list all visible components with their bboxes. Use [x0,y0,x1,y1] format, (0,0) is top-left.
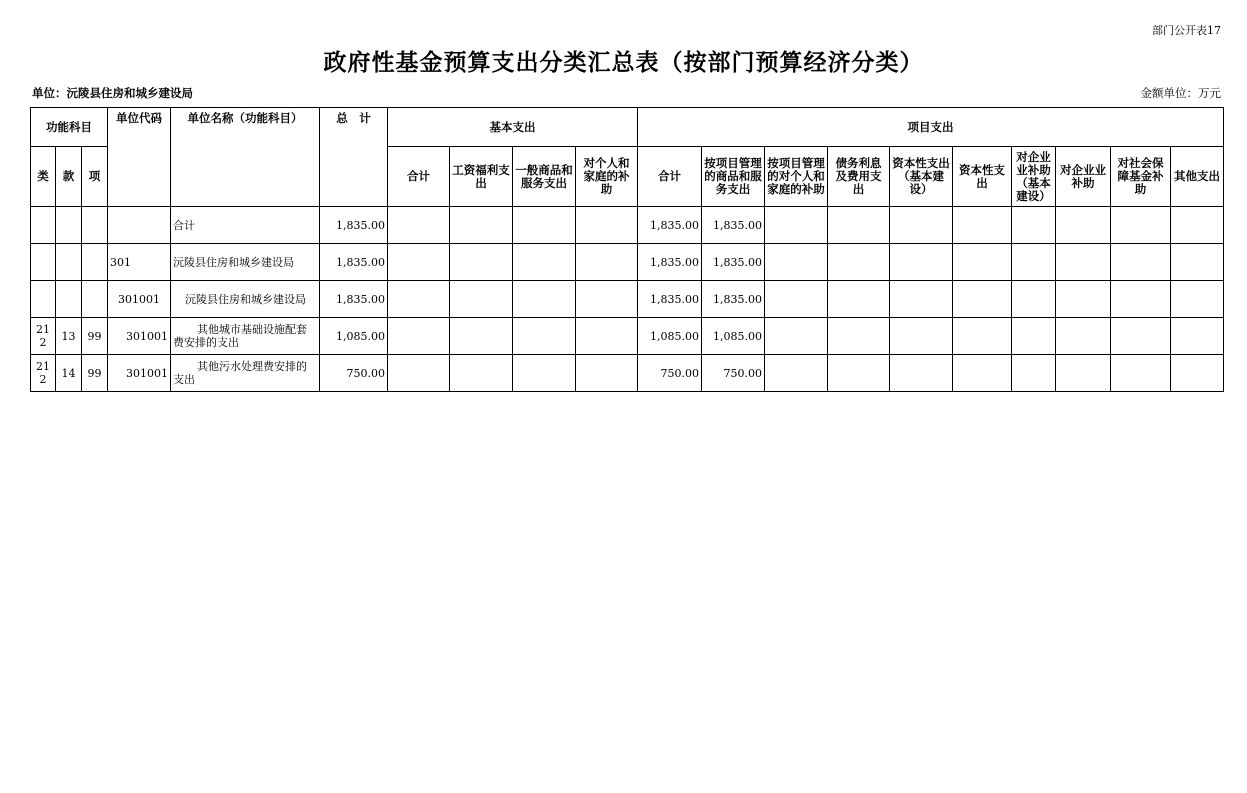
cell-basic-family [576,207,638,244]
cell-empty [1056,207,1111,244]
cell-empty [765,244,828,281]
cell-basic-wage [450,207,513,244]
cell-empty [1171,244,1224,281]
cell-empty [953,244,1012,281]
cell-total: 1,085.00 [320,318,388,355]
cell-kuan: 13 [56,318,82,355]
header-unit-name: 单位名称（功能科目） [171,108,320,207]
table-row [31,281,1224,318]
cell-empty [1012,281,1056,318]
cell-empty [1171,207,1224,244]
cell-empty [1012,318,1056,355]
header-unit-code: 单位代码 [108,108,171,207]
cell-empty [890,318,953,355]
cell-empty [890,355,953,392]
cell-basic-wage [450,244,513,281]
table-row [31,318,1224,355]
cell-xiang [82,281,108,318]
cell-basic-goods [513,207,576,244]
header-project-col: 债务利息及费用支出 [828,147,890,207]
cell-empty [1012,207,1056,244]
cell-empty [890,281,953,318]
cell-empty [828,355,890,392]
cell-basic-family [576,318,638,355]
cell-lei: 212 [31,355,56,392]
page-title: 政府性基金预算支出分类汇总表（按部门预算经济分类） [323,50,924,76]
cell-project-goods: 1,835.00 [702,244,765,281]
cell-code: 301001 [108,355,171,392]
cell-basic-wage [450,318,513,355]
cell-xiang: 99 [82,318,108,355]
cell-total: 1,835.00 [320,207,388,244]
header-xiang: 项 [82,147,108,207]
header-basic-col: 一般商品和服务支出 [513,147,576,207]
cell-basic-goods [513,318,576,355]
header-project-col: 按项目管理的对个人和家庭的补助 [765,147,828,207]
cell-basic-sum [388,207,450,244]
cell-basic-family [576,244,638,281]
header-basic-col: 对个人和家庭的补助 [576,147,638,207]
cell-kuan [56,281,82,318]
cell-empty [1056,355,1111,392]
cell-basic-wage [450,355,513,392]
cell-empty [1111,244,1171,281]
cell-lei [31,244,56,281]
cell-empty [1111,355,1171,392]
cell-project-sum: 750.00 [638,355,702,392]
cell-empty [1056,244,1111,281]
cell-total: 1,835.00 [320,281,388,318]
header-project-col: 其他支出 [1171,147,1224,207]
cell-total: 750.00 [320,355,388,392]
cell-basic-goods [513,281,576,318]
cell-empty [1056,281,1111,318]
table-row [31,355,1224,392]
cell-basic-sum [388,281,450,318]
cell-code: 301 [108,244,171,281]
cell-empty [1111,207,1171,244]
cell-empty [1056,318,1111,355]
cell-xiang [82,207,108,244]
cell-empty [1171,318,1224,355]
table-number: 部门公开表17 [1152,24,1221,37]
header-lei: 类 [31,147,56,207]
header-project-col: 对社会保障基金补助 [1111,147,1171,207]
header-kuan: 款 [56,147,82,207]
cell-basic-wage [450,281,513,318]
cell-basic-goods [513,355,576,392]
cell-name: 合计 [171,207,320,244]
cell-lei [31,281,56,318]
table-row [31,244,1224,281]
cell-empty [828,244,890,281]
cell-empty [1012,244,1056,281]
cell-empty [1111,318,1171,355]
cell-empty [890,244,953,281]
cell-empty [953,281,1012,318]
cell-basic-family [576,355,638,392]
cell-basic-sum [388,244,450,281]
cell-project-sum: 1,085.00 [638,318,702,355]
cell-code: 301001 [108,318,171,355]
cell-empty [1171,355,1224,392]
header-project-col: 资本性支出（基本建设） [890,147,953,207]
cell-basic-goods [513,244,576,281]
cell-empty [890,207,953,244]
header-basic-expenditure: 基本支出 [388,108,638,147]
cell-project-goods: 750.00 [702,355,765,392]
cell-basic-sum [388,355,450,392]
reporting-unit: 单位：沅陵县住房和城乡建设局 [32,86,193,100]
cell-code [108,207,171,244]
cell-project-sum: 1,835.00 [638,244,702,281]
header-project-col: 对企业业补助（基本建设） [1012,147,1056,207]
cell-empty [1012,355,1056,392]
cell-empty [765,318,828,355]
header-project-col: 合计 [638,147,702,207]
cell-empty [953,318,1012,355]
cell-project-goods: 1,835.00 [702,207,765,244]
cell-code: 301001 [108,281,171,318]
cell-basic-sum [388,318,450,355]
cell-name: 其他污水处理费安排的支出 [171,355,320,392]
cell-empty [828,318,890,355]
header-basic-col: 合计 [388,147,450,207]
cell-name: 其他城市基础设施配套费安排的支出 [171,318,320,355]
cell-name: 沅陵县住房和城乡建设局 [171,244,320,281]
cell-empty [953,355,1012,392]
cell-project-sum: 1,835.00 [638,281,702,318]
cell-empty [765,281,828,318]
currency-unit: 金额单位：万元 [1140,86,1221,100]
cell-kuan [56,207,82,244]
header-project-expenditure: 项目支出 [638,108,1224,147]
cell-kuan: 14 [56,355,82,392]
cell-lei [31,207,56,244]
cell-lei: 212 [31,318,56,355]
cell-empty [1171,281,1224,318]
budget-table [30,107,1224,392]
cell-empty [828,281,890,318]
cell-empty [953,207,1012,244]
header-project-col: 对企业业补助 [1056,147,1111,207]
header-basic-col: 工资福利支出 [450,147,513,207]
cell-basic-family [576,281,638,318]
cell-empty [1111,281,1171,318]
cell-project-goods: 1,835.00 [702,281,765,318]
cell-total: 1,835.00 [320,244,388,281]
cell-name: 沅陵县住房和城乡建设局 [171,281,320,318]
table-row [31,207,1224,244]
header-total: 总 计 [320,108,388,207]
cell-empty [828,207,890,244]
cell-empty [765,207,828,244]
cell-empty [765,355,828,392]
header-func-subject: 功能科目 [31,108,108,147]
header-project-col: 资本性支出 [953,147,1012,207]
cell-project-goods: 1,085.00 [702,318,765,355]
cell-kuan [56,244,82,281]
cell-xiang [82,244,108,281]
cell-xiang: 99 [82,355,108,392]
cell-project-sum: 1,835.00 [638,207,702,244]
header-project-col: 按项目管理的商品和服务支出 [702,147,765,207]
